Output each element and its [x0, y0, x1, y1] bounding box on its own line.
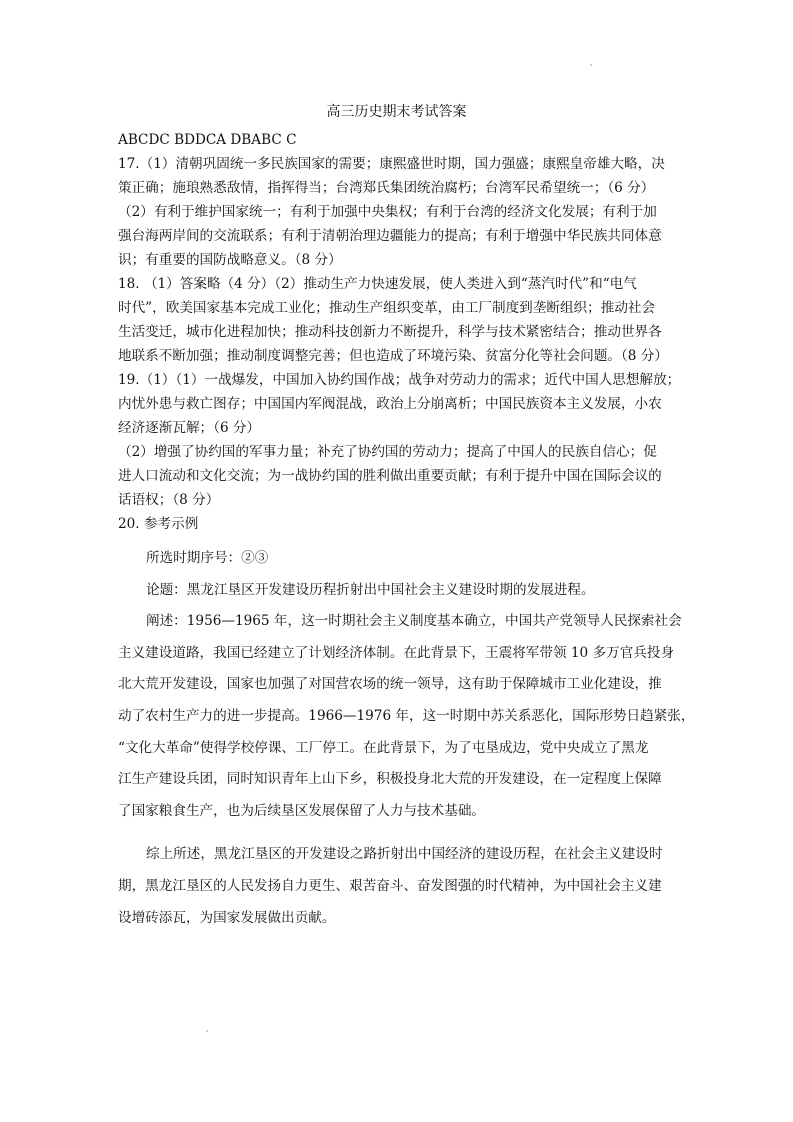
q17-line: 策正确；施琅熟悉敌情，指挥得当；台湾郑氏集团统治腐朽；台湾军民希望统一；（6 分）: [118, 180, 655, 196]
elaboration-line: 江生产建设兵团，同时知识青年上山下乡，积极投身北大荒的开发建设，在一定程度上保障: [118, 771, 662, 788]
conclusion-line: 综上所述，黑龙江垦区的开发建设之路折射出中国经济的建设历程，在社会主义建设时: [146, 846, 663, 863]
scan-dot: [590, 64, 592, 66]
page-title: 高三历史期末考试答案: [326, 104, 467, 120]
q17-line: （2）有利于维护国家统一；有利于加强中央集权；有利于台湾的经济文化发展；有利于加: [118, 204, 657, 220]
q17-line: 17.（1）清朝巩固统一多民族国家的需要；康熙盛世时期，国力强盛；康熙皇帝雄大略，决: [118, 156, 665, 172]
conclusion-line: 期，黑龙江垦区的人民发扬自力更生、艰苦奋斗、奋发图强的时代精神，为中国社会主义建: [118, 877, 662, 894]
scan-dot: [206, 1030, 208, 1032]
q19-line: （2）增强了协约国的军事力量；补充了协约国的劳动力；提高了中国人的民族自信心；促: [118, 444, 657, 460]
elaboration-line: 阐述：1956—1965 年，这一时期社会主义制度基本确立，中国共产党领导人民探索社会: [146, 613, 682, 630]
elaboration-line: 北大荒开发建设，国家也加强了对国营农场的统一领导，这有助于保障城市工业化建设，推: [118, 676, 662, 693]
q20-essay: [118, 543, 693, 934]
q19-line: 进人口流动和文化交流；为一战协约国的胜利做出重要贡献；有利于提升中国在国际会议的: [118, 468, 662, 484]
elaboration-line: 动了农村生产力的进一步提高。1966—1976 年，这一时期中苏关系恶化，国际形势日趋紧张，: [118, 707, 695, 724]
q17-line: 识；有重要的国防战略意义。（8 分）: [118, 252, 342, 268]
elaboration-line: 了国家粮食生产，也为后续垦区发展保留了人力与技术基础。: [118, 802, 486, 819]
q20-period: 所选时期序号：②③: [146, 550, 269, 566]
q20-thesis: 论题：黑龙江垦区开发建设历程折射出中国社会主义建设时期的发展进程。: [146, 581, 595, 598]
q20-elaboration: [118, 606, 693, 827]
q18-line: 地联系不断加强；推动制度调整完善；但也造成了环境污染、贫富分化等社会问题。（8 分）: [118, 348, 668, 364]
q20-heading: 20. 参考示例: [118, 516, 199, 532]
q18-line: 生活变迁，城市化进程加快；推动科技创新力不断提升，科学与技术紧密结合；推动世界各: [118, 324, 662, 340]
q18-line: 时代”，欧美国家基本完成工业化；推动生产组织变革，由工厂制度到垄断组织；推动社会: [118, 300, 656, 316]
q18-line: 18. （1）答案略（4 分）（2）推动生产力快速发展，使人类进入到“蒸汽时代”和“电气: [118, 276, 637, 292]
q20-conclusion: [118, 839, 693, 934]
answers-section: [118, 128, 693, 536]
conclusion-line: 设增砖添瓦，为国家发展做出贡献。: [118, 909, 336, 926]
multiple-choice-answers: ABCDC BDDCA DBABC C: [118, 132, 297, 148]
q19-line: 19.（1）（1）一战爆发，中国加入协约国作战；战争对劳动力的需求；近代中国人思想解放；: [118, 372, 681, 388]
q19-line: 内忧外患与救亡图存；中国国内军阀混战，政治上分崩离析；中国民族资本主义发展，小农: [118, 396, 662, 412]
q17-line: 强台海两岸间的交流联系；有利于清朝治理边疆能力的提高；有利于增强中华民族共同体意: [118, 228, 662, 244]
q19-line: 话语权；（8 分）: [118, 492, 220, 508]
elaboration-line: 主义建设道路，我国已经建立了计划经济体制。在此背景下，王震将军带领 10 多万官兵投身: [118, 644, 675, 661]
q19-line: 经济逐渐瓦解；（6 分）: [118, 420, 261, 436]
elaboration-line: “文化大革命”使得学校停课、工厂停工。在此背景下，为了屯垦成边，党中央成立了黑龙: [118, 739, 649, 756]
